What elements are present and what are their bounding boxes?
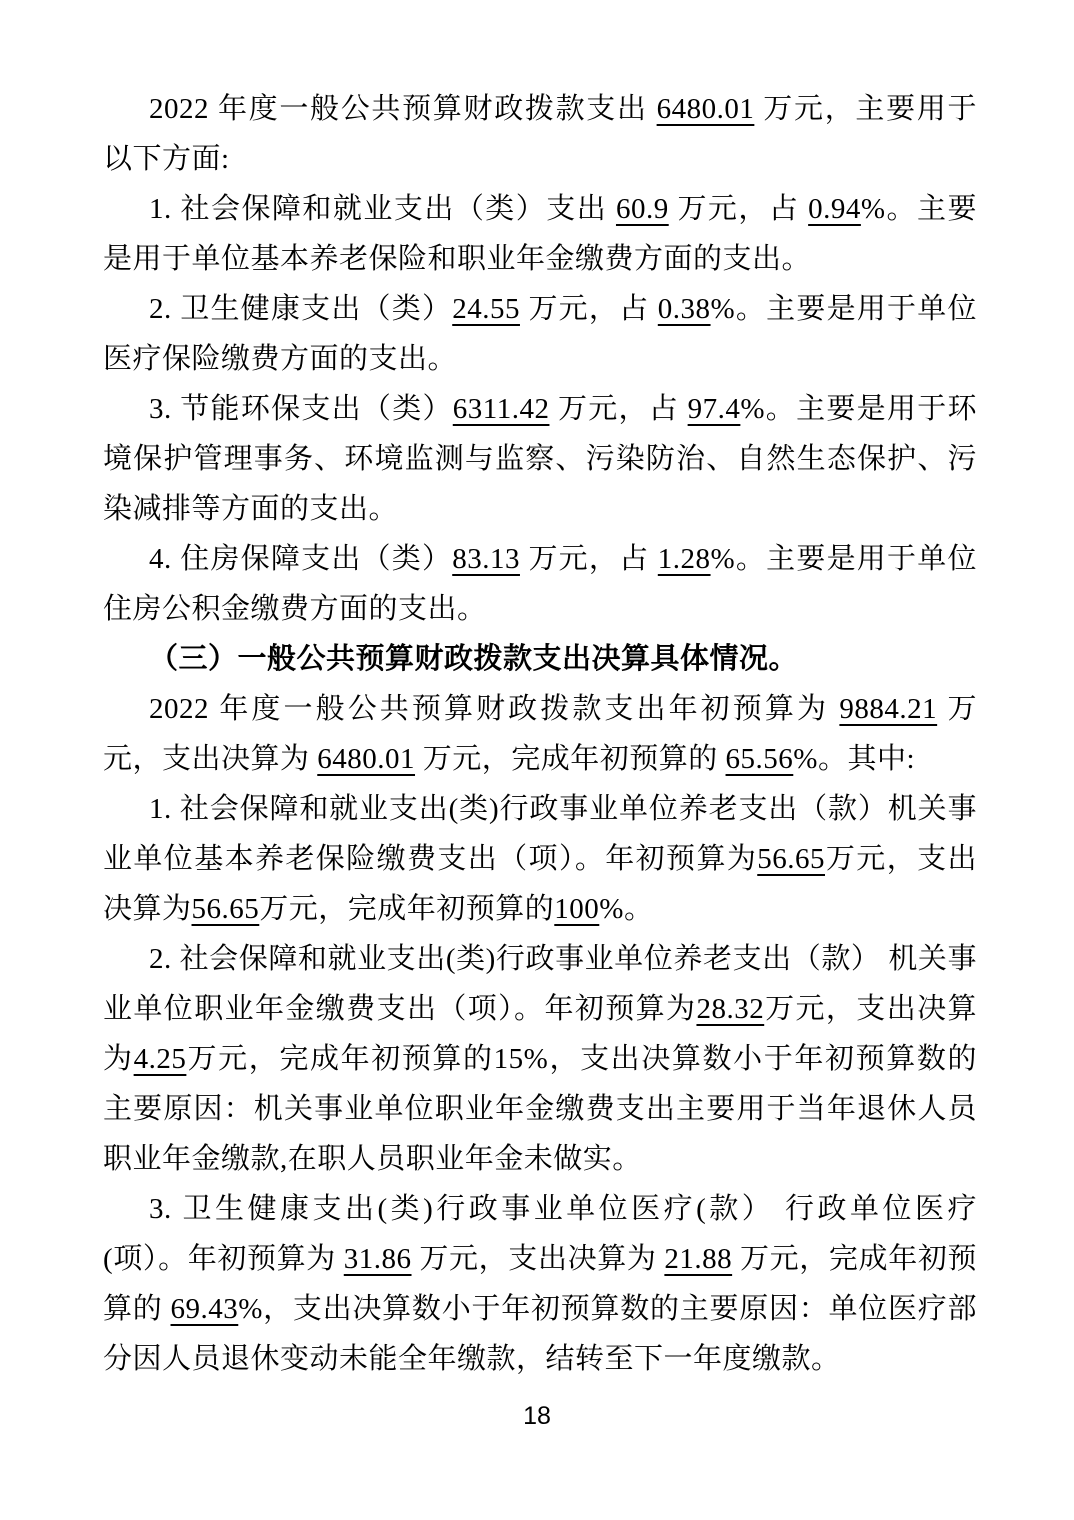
- text-run: %。主要是用于环境保护管理事务、环境监测与监察、污染防治、自然生态保护、污染减排等方面的支出。: [103, 393, 977, 525]
- underlined-value: 28.32: [696, 993, 765, 1025]
- underlined-value: 6480.01: [317, 743, 416, 775]
- text-run: 万元，主要用于以下方面:: [103, 93, 977, 175]
- para-detail-2: [103, 934, 977, 1184]
- text-run: %。: [599, 893, 654, 925]
- para-detail-1: [103, 784, 977, 934]
- underlined-value: 1.28: [657, 543, 711, 575]
- text-run: 2. 卫生健康支出（类）: [149, 293, 453, 325]
- para-item-2: [103, 284, 977, 384]
- text-run: 万元，支出决算为: [103, 843, 977, 925]
- text-run: 万元，完成年初预算的15%，支出决算数小于年初预算数的主要原因：机关事业单位职业年金缴费支出主要用于当年退休人员职业年金缴款,在职人员职业年金未做实。: [103, 1043, 977, 1175]
- para-intro: [103, 84, 977, 184]
- underlined-value: 69.43: [170, 1293, 239, 1325]
- text-run: 3. 卫生健康支出(类)行政事业单位医疗(款） 行政单位医疗(项）。年初预算为: [103, 1193, 977, 1275]
- text-run: 万元，占: [549, 393, 688, 425]
- text-run: （三）一般公共预算财政拨款支出决算具体情况。: [149, 643, 799, 675]
- para-item-4: [103, 534, 977, 634]
- text-run: 万元，完成年初预算的: [103, 1243, 977, 1325]
- text-run: 3. 节能环保支出（类）: [149, 393, 453, 425]
- underlined-value: 97.4: [687, 393, 741, 425]
- underlined-value: 83.13: [452, 543, 520, 575]
- text-run: %。主要是用于单位住房公积金缴费方面的支出。: [103, 543, 977, 625]
- para-overview: [103, 684, 977, 784]
- text-run: %。主要是用于单位基本养老保险和职业年金缴费方面的支出。: [103, 193, 977, 275]
- document-body: [103, 84, 977, 1384]
- underlined-value: 65.56: [725, 743, 794, 775]
- text-run: 2022 年度一般公共预算财政拨款支出年初预算为: [149, 693, 840, 725]
- text-run: 1. 社会保障和就业支出（类）支出: [149, 193, 616, 225]
- text-run: 万元，支出决算为: [411, 1243, 665, 1275]
- underlined-value: 31.86: [343, 1243, 412, 1275]
- text-run: 万元，占: [668, 193, 809, 225]
- underlined-value: 6311.42: [452, 393, 550, 425]
- text-run: 万元，支出决算为: [103, 993, 977, 1075]
- text-run: %。其中:: [793, 743, 915, 775]
- heading-section-three: [103, 634, 977, 684]
- text-run: 万元，占: [519, 543, 658, 575]
- text-run: %。主要是用于单位医疗保险缴费方面的支出。: [103, 293, 977, 375]
- para-item-3: [103, 384, 977, 534]
- page-number: 18: [523, 1402, 551, 1430]
- underlined-value: 100: [554, 893, 600, 925]
- underlined-value: 21.88: [664, 1243, 733, 1275]
- para-item-1: [103, 184, 977, 284]
- text-run: 万元，完成年初预算的: [259, 893, 555, 925]
- text-run: 万元，占: [519, 293, 658, 325]
- text-run: 万元，支出决算为: [103, 693, 977, 775]
- underlined-value: 0.94: [808, 193, 861, 225]
- underlined-value: 4.25: [133, 1043, 187, 1075]
- text-run: 2. 社会保障和就业支出(类)行政事业单位养老支出（款） 机关事业单位职业年金缴费支出（项）。年初预算为: [103, 943, 977, 1025]
- underlined-value: 9884.21: [839, 693, 938, 725]
- text-run: 1. 社会保障和就业支出(类)行政事业单位养老支出（款）机关事业单位基本养老保险缴费支出（项）。年初预算为: [103, 793, 977, 875]
- text-run: %，支出决算数小于年初预算数的主要原因：单位医疗部分因人员退休变动未能全年缴款，结转至下一年度缴款。: [103, 1293, 977, 1375]
- underlined-value: 6480.01: [656, 93, 755, 125]
- underlined-value: 24.55: [452, 293, 520, 325]
- para-detail-3: [103, 1184, 977, 1384]
- text-run: 4. 住房保障支出（类）: [149, 543, 453, 575]
- text-run: 2022 年度一般公共预算财政拨款支出: [149, 93, 657, 125]
- text-run: 万元，完成年初预算的: [415, 743, 726, 775]
- underlined-value: 56.65: [757, 843, 825, 875]
- underlined-value: 0.38: [657, 293, 711, 325]
- underlined-value: 60.9: [615, 193, 669, 225]
- underlined-value: 56.65: [191, 893, 260, 925]
